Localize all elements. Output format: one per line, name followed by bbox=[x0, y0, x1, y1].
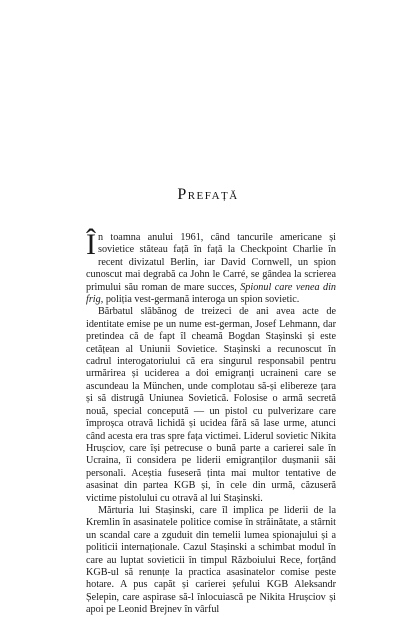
paragraph-1-text: n toamna anului 1961, când tancurile americane și sovietice stăteau față în față la Checkpoint Charlie în recent divizatul Berlin, iar David Cornwell, un spion cunoscut mai degrabă ca John le Carré, se gândea la scrierea primului său roman de mare succes, bbox=[86, 232, 336, 293]
chapter-title: Prefață bbox=[177, 186, 239, 203]
paragraph-3: Mărturia lui Stașinski, care îl implica pe liderii de la Kremlin în asasinatele politice comise în străinătate, a stârnit un scandal care a zguduit din temelii lumea spionajului și a politicii internaționale. Cazul Stașinski a schimbat modul în care au luptat sovieticii în timpul Războiului Rece, forțând KGB-ul să renunțe la practica asasinatelor comise peste hotare. A pus capăt și carierei șefului KGB Aleksandr Șelepin, care aspirase să-l înlocuiască pe Nikita Hrușciov și apoi pe Leonid Brejnev în vârful bbox=[86, 504, 336, 616]
paragraph-1 bbox=[86, 228, 336, 306]
book-title-italic: Spionul care venea din frig bbox=[86, 281, 336, 306]
body-text bbox=[86, 228, 336, 617]
drop-cap: Î bbox=[86, 228, 96, 261]
paragraph-2: Bărbatul slăbănog de treizeci de ani avea acte de identitate emise pe un nume est-german, Josef Lehmann, dar pretindea că de fapt îl cheamă Bogdan Stașinski și este cetățean al Uniunii Sovietice. Stașinski a recunoscut în cadrul interogatoriului că era singurul responsabil pentru urmărirea și uciderea a doi emigranți ucraineni care se ascundeau la München, unde complotau să-și elibereze țara și să distrugă Uniunea Sovietică. Folosise o armă secretă nouă, special concepută — un pistol cu pulverizare care împroșca otravă lichidă și ucidea fără să lase urme, atunci când acesta era tras spre fața victimei. Liderul sovietic Nikita Hrușciov, care își petrecuse o bună parte a carierei sale în Ucraina, îi considera pe liderii emigranților dușmanii săi personali. Aceștia fuseseră ținta mai multor tentative de asasinat din partea KGB și, în cele din urmă, căzuseră victime pistolului cu otravă al lui Stașinski. bbox=[86, 306, 336, 504]
paragraph-1-end: , poliția vest-germană interoga un spion sovietic. bbox=[100, 294, 300, 306]
